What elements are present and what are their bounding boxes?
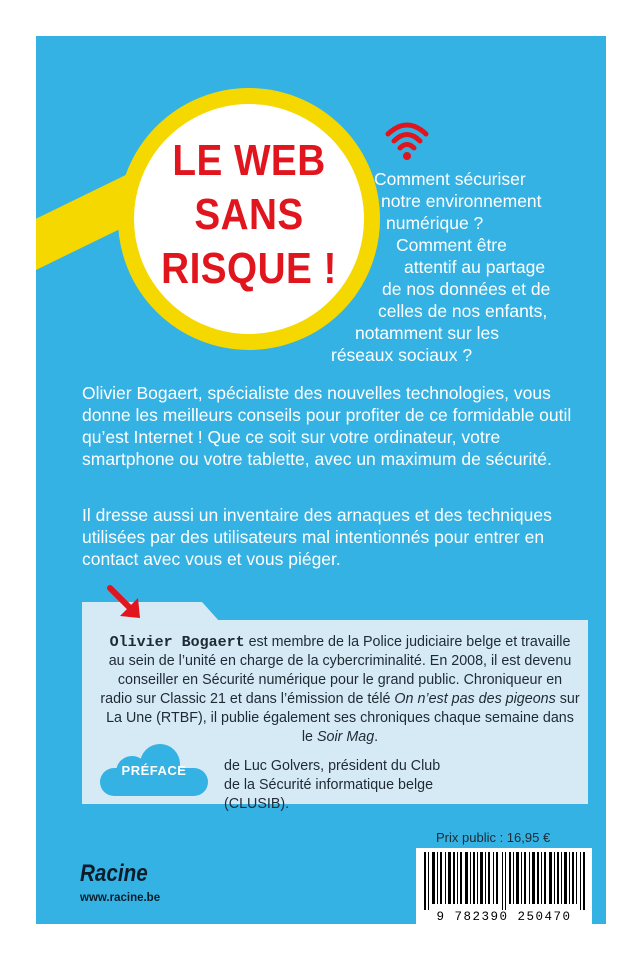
price: Prix public : 16,95 €	[436, 830, 551, 845]
bio-text-part-1: est membre de la Police judiciaire belge et travaille au sein de l’unité en charge de la cybercriminalité. En 2008, il est devenu conseiller en Sécurité numérique pour le grand public. Chroniqueur en radio sur Classic 21 et dans l’émission de télé	[100, 634, 572, 707]
question-line: Comment être	[396, 235, 507, 255]
author-name: Olivier Bogaert	[109, 634, 245, 651]
book-title	[148, 134, 350, 296]
author-bio	[100, 633, 580, 747]
bio-text-part-3: .	[374, 729, 379, 745]
question-line: notamment sur les	[355, 323, 499, 343]
question-line: attentif au partage	[404, 257, 546, 277]
bio-box-tab-edge	[202, 602, 220, 622]
question-line: notre environnement	[381, 191, 542, 211]
magnifier-lens	[118, 88, 380, 350]
back-cover	[36, 36, 606, 924]
magazine-name: Soir Mag	[316, 729, 375, 745]
isbn-number: 9 782390 250470	[436, 910, 572, 924]
question-line: réseaux sociaux ?	[331, 345, 473, 365]
publisher-website: www.racine.be	[80, 892, 161, 904]
wifi-icon	[384, 116, 430, 162]
publisher-logo: Racine	[80, 860, 148, 887]
barcode-bars	[416, 848, 592, 910]
title-line-3: RISQUE !	[161, 244, 337, 293]
barcode	[416, 848, 592, 924]
question-line: Comment sécuriser	[374, 169, 526, 189]
arrow-down-icon	[106, 584, 146, 624]
tv-show-name: On n’est pas des pigeons	[394, 691, 556, 707]
bio-text-part-2: sur La Une (RTBF), il publie également ses chroniques chaque semaine dans le	[106, 691, 580, 745]
question-line: numérique ?	[386, 213, 484, 233]
title-line-1: LE WEB	[172, 136, 326, 185]
question-line: de nos données et de	[382, 279, 551, 299]
description-paragraph-1: Olivier Bogaert, spécialiste des nouvelles technologies, vous donne les meilleurs conseils pour profiter de ce formidable outil qu’est Internet ! Que ce soit sur votre ordinateur, votre smartphone ou votre tablette, avec un maximum de sécurité.	[82, 383, 572, 469]
preface-text: de Luc Golvers, président du Club de la Sécurité informatique belge (CLUSIB).	[224, 758, 441, 812]
preface-label: PRÉFACE	[121, 763, 187, 778]
description-paragraph-2: Il dresse aussi un inventaire des arnaques et des techniques utilisées par des utilisateurs mal intentionnés pour entrer en contact avec vous et vous piéger.	[82, 505, 552, 569]
question-line: celles de nos enfants,	[378, 301, 548, 321]
title-line-2: SANS	[194, 190, 304, 239]
